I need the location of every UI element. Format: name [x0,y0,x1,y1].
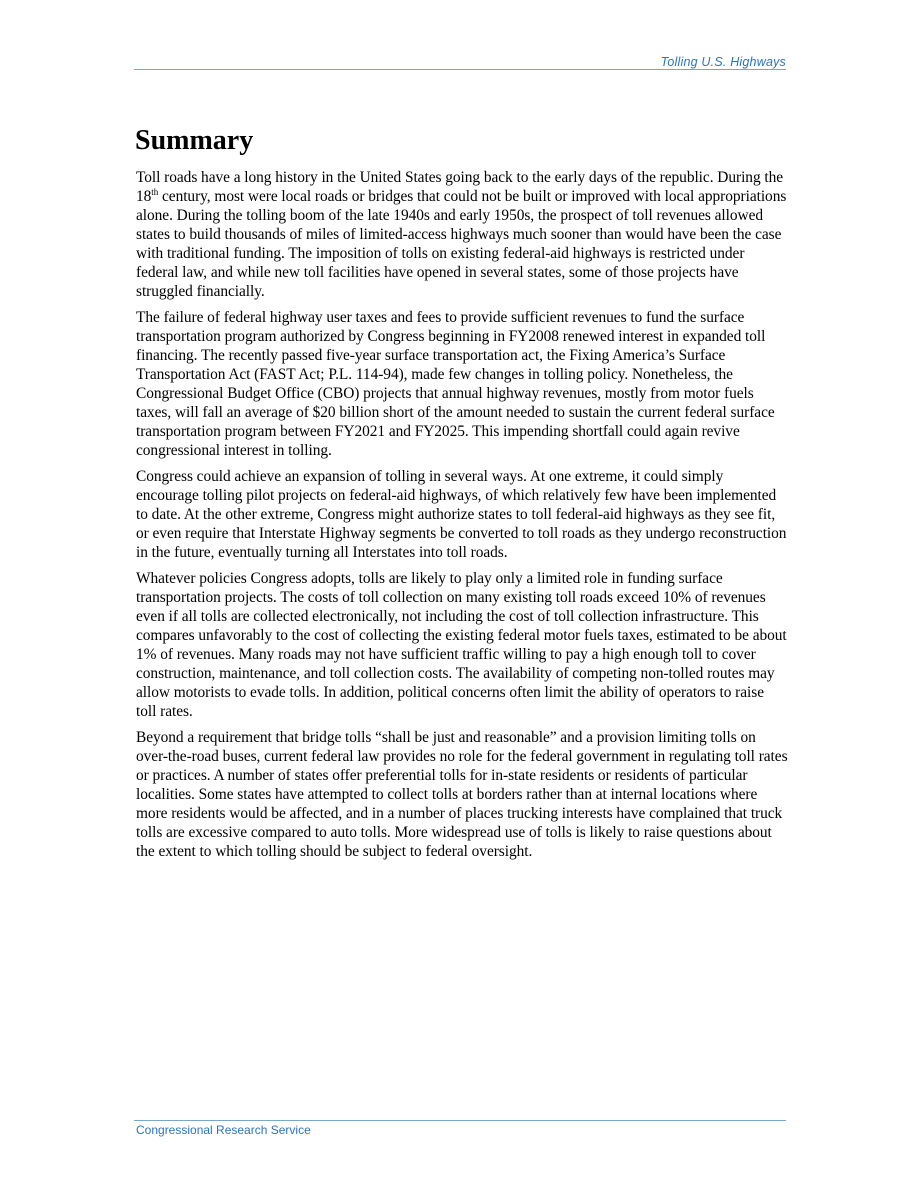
paragraph-5: Beyond a requirement that bridge tolls “shall be just and reasonable” and a provision limiting tolls on over-the-road buses, current federal law provides no role for the federal government in regulating toll rates or practices. A number of states offer preferential tolls for in-state residents or residents of particular localities. Some states have attempted to collect tolls at borders rather than at internal locations where more residents would be affected, and in a number of places trucking interests have complained that truck tolls are excessive compared to auto tolls. More widespread use of tolls is likely to raise questions about the extent to which tolling should be subject to federal oversight. [136,729,788,860]
footer-organization: Congressional Research Service [136,1123,311,1137]
ordinal-superscript: th [151,186,159,197]
paragraph-1-text-b: century, most were local roads or bridges that could not be built or improved with local appropriations alone. During the tolling boom of the late 1940s and early 1950s, the prospect of toll revenues allowed states to build thousands of miles of limited-access highways much sooner than would have been the case with traditional funding. The imposition of tolls on existing federal-aid highways is restricted under federal law, and while new toll facilities have opened in several states, some of those projects have struggled financially. [136,188,787,300]
paragraph-1-text-a: Toll roads have a long history in the United States going back to the early days of the republic. During the 18 [136,169,784,205]
paragraph-2: The failure of federal highway user taxes and fees to provide sufficient revenues to fund the surface transportation program authorized by Congress beginning in FY2008 renewed interest in expanded toll financing. The recently passed five-year surface transportation act, the Fixing America’s Surface Transportation Act (FAST Act; P.L. 114-94), made few changes in tolling policy. Nonetheless, the Congressional Budget Office (CBO) projects that annual highway revenues, mostly from motor fuels taxes, will fall an average of $20 billion short of the amount needed to sustain the current federal surface transportation program between FY2021 and FY2025. This impending shortfall could again revive congressional interest in tolling. [136,309,775,459]
paragraph-1 [136,168,788,301]
paragraph-4: Whatever policies Congress adopts, tolls are likely to play only a limited role in funding surface transportation projects. The costs of toll collection on many existing toll roads exceed 10% of revenues even if all tolls are collected electronically, not including the cost of toll collection infrastructure. This compares unfavorably to the cost of collecting the existing federal motor fuels taxes, estimated to be about 1% of revenues. Many roads may not have sufficient traffic willing to pay a high enough toll to cover construction, maintenance, and toll collection costs. The availability of competing non-tolled routes may allow motorists to evade tolls. In addition, political concerns often limit the ability of operators to raise toll rates. [136,570,787,720]
footer-divider [134,1120,786,1121]
summary-body [136,168,788,868]
paragraph-3: Congress could achieve an expansion of tolling in several ways. At one extreme, it could simply encourage tolling pilot projects on federal-aid highways, of which relatively few have been implemented to date. At the other extreme, Congress might authorize states to toll federal-aid highways as they see fit, or even require that Interstate Highway segments be converted to toll roads as they undergo reconstruction in the future, eventually turning all Interstates into toll roads. [136,468,787,561]
section-title: Summary [135,125,254,156]
running-header: Tolling U.S. Highways [660,55,786,69]
header-divider [134,69,786,70]
